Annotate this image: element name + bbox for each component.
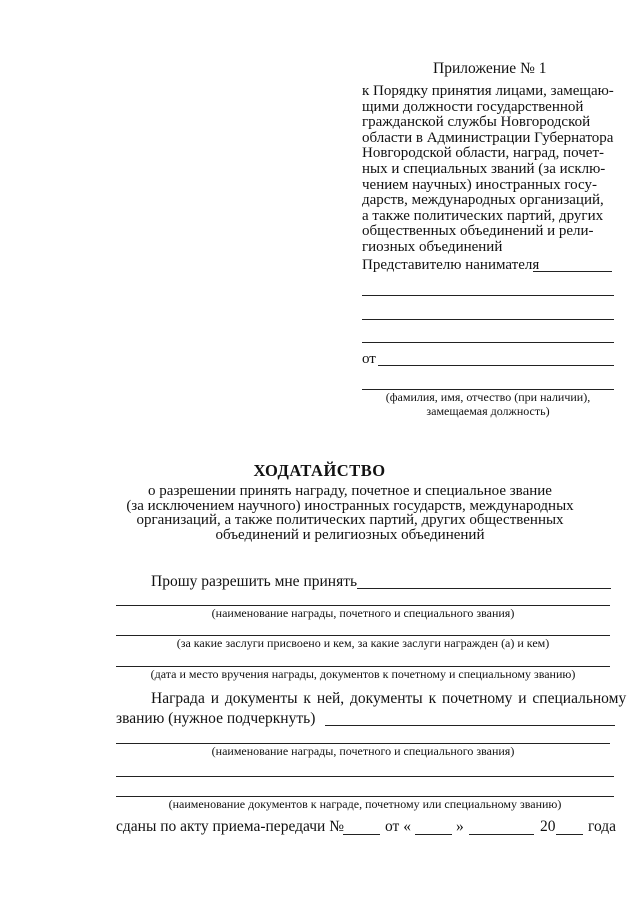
from-field[interactable] — [378, 365, 614, 366]
addressee-field-2[interactable] — [362, 295, 614, 296]
appendix-line: ных и специальных званий (за исклю- — [362, 160, 606, 177]
subtitle-line: организаций, а также политических партий, других общественных — [136, 512, 564, 528]
appendix-line: а также политических партий, других — [362, 207, 604, 224]
award-name-hint-2: (наименование награды, почетного и специального звания) — [211, 744, 515, 758]
request-text: Прошу разрешить мне принять — [151, 573, 358, 590]
documents-hint: (наименование документов к награде, почетному или специальному званию) — [168, 797, 562, 811]
appendix-line: Новгородской области, наград, почет- — [362, 145, 605, 162]
para2-line1: Награда и документы к ней, документы к почетному и специальному — [151, 690, 627, 707]
appendix-line: области в Администрации Губернатора — [362, 129, 614, 146]
appendix-line: гиозных объединений — [362, 238, 503, 255]
appendix-line: щими должности государственной — [362, 98, 584, 115]
appendix-line: чением научных) иностранных госу- — [362, 176, 597, 193]
appendix-title: Приложение № 1 — [433, 60, 547, 77]
act-from-label: от « — [385, 818, 411, 835]
document-subtitle — [120, 484, 580, 542]
submitted-field-1[interactable] — [325, 725, 615, 726]
from-hint-2: замещаемая должность) — [426, 404, 550, 418]
award-field-1[interactable] — [357, 588, 611, 589]
act-year-suffix: года — [588, 818, 617, 835]
act-number-field[interactable] — [343, 834, 380, 835]
act-day-field[interactable] — [415, 834, 452, 835]
addressee-field-3[interactable] — [362, 319, 614, 320]
from-hint-1: (фамилия, имя, отчество (при наличии), — [385, 390, 591, 404]
subtitle-line: (за исключением научного) иностранных государств, международных — [126, 497, 574, 514]
merits-hint: (за какие заслуги присвоено и кем, за какие заслуги награжден (а) и кем) — [176, 636, 550, 650]
addressee-field-4[interactable] — [362, 342, 614, 343]
from-label: от — [362, 351, 376, 367]
act-year-field[interactable] — [556, 834, 583, 835]
addressee-field-1[interactable] — [533, 271, 612, 272]
para2-line2: званию (нужное подчеркнуть) — [116, 710, 316, 727]
award-name-hint: (наименование награды, почетного и специального звания) — [211, 606, 515, 620]
appendix-line: к Порядку принятия лицами, замещаю- — [362, 83, 614, 99]
subtitle-line: объединений и религиозных объединений — [215, 526, 485, 543]
appendix-description — [362, 84, 624, 256]
appendix-line: гражданской службы Новгородской — [362, 114, 591, 131]
addressee-label: Представителю нанимателя — [362, 257, 540, 273]
documents-field-1[interactable] — [116, 776, 614, 777]
act-prefix: сданы по акту приема-передачи № — [116, 818, 345, 835]
act-quote-close: » — [456, 818, 464, 835]
appendix-line: дарств, международных организаций, — [362, 192, 604, 209]
date-place-hint: (дата и место вручения награды, документов к почетному и специальному званию) — [150, 667, 576, 681]
appendix-line: общественных объединений и рели- — [362, 223, 594, 240]
act-month-field[interactable] — [469, 834, 534, 835]
act-year-prefix: 20 — [540, 818, 556, 835]
subtitle-line: о разрешении принять награду, почетное и специальное звание — [148, 483, 552, 499]
document-title: ХОДАТАЙСТВО — [253, 461, 386, 480]
